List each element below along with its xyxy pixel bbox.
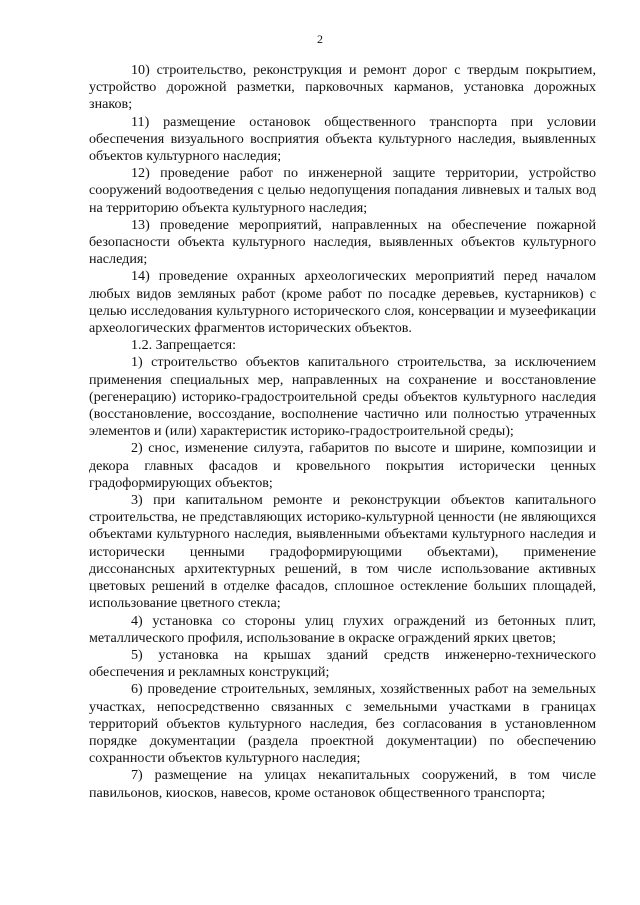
paragraph-item-13: 13) проведение мероприятий, направленных на обеспечение пожарной безопасности объекта культурного наследия, выявленных объектов культурного наследия; bbox=[89, 216, 596, 268]
prohibition-item-7: 7) размещение на улицах некапитальных сооружений, в том числе павильонов, киосков, навесов, кроме остановок общественного транспорта; bbox=[89, 767, 596, 801]
prohibition-item-1: 1) строительство объектов капитального строительства, за исключением применения специальных мер, направленных на сохранение и восстановление (регенерацию) историко-градостроительной среды объектов культурного наследия (восстановление, воссоздание, восполнение частично или полностью утраченных элементов и (или) характеристик историко-градостроительной среды); bbox=[89, 354, 596, 440]
prohibition-item-3: 3) при капитальном ремонте и реконструкции объектов капитального строительства, не представляющих историко-культурной ценности (не являющихся объектами культурного наследия, выявленными объектами культурного наследия и исторически ценными градоформирующими объектами), применение диссонансных архитектурных решений, в том числе использование активных цветовых решений в отделке фасадов, сплошное остекление больших площадей, использование цветного стекла; bbox=[89, 492, 596, 612]
prohibition-item-4: 4) установка со стороны улиц глухих ограждений из бетонных плит, металлического профиля, использование в окраске ограждений ярких цветов; bbox=[89, 612, 596, 646]
paragraph-item-10: 10) строительство, реконструкция и ремонт дорог с твердым покрытием, устройство дорожной разметки, парковочных карманов, установка дорожных знаков; bbox=[89, 62, 596, 113]
paragraph-item-11: 11) размещение остановок общественного транспорта при условии обеспечения визуального восприятия объекта культурного наследия, выявленных объектов культурного наследия; bbox=[89, 113, 596, 165]
paragraph-item-14: 14) проведение охранных археологических мероприятий перед началом любых видов земляных работ (кроме работ по посадке деревьев, кустарников) с целью исследования культурного исторического слоя, консервации и музеефикации археологических фрагментов исторических объектов. bbox=[89, 268, 596, 337]
document-body bbox=[89, 62, 596, 802]
page-number: 2 bbox=[317, 32, 323, 46]
prohibition-item-5: 5) установка на крышах зданий средств инженерно-технического обеспечения и рекламных конструкций; bbox=[89, 646, 596, 681]
paragraph-item-12: 12) проведение работ по инженерной защите территории, устройство сооружений водоотведения с целью недопущения попадания ливневых и талых вод на территорию объекта культурного наследия; bbox=[89, 165, 596, 216]
section-heading-1-2: 1.2. Запрещается: bbox=[131, 337, 236, 354]
prohibition-item-2: 2) снос, изменение силуэта, габаритов по высоте и ширине, композиции и декора главных фасадов и кровельного покрытия исторически ценных градоформирующих объектов; bbox=[89, 440, 596, 491]
prohibition-item-6: 6) проведение строительных, земляных, хозяйственных работ на земельных участках, непосредственно связанных с земельными участками в границах территорий объектов культурного наследия, без согласования в установленном порядке документации (раздела проектной документации) по обеспечению сохранности объектов культурного наследия; bbox=[89, 681, 596, 767]
